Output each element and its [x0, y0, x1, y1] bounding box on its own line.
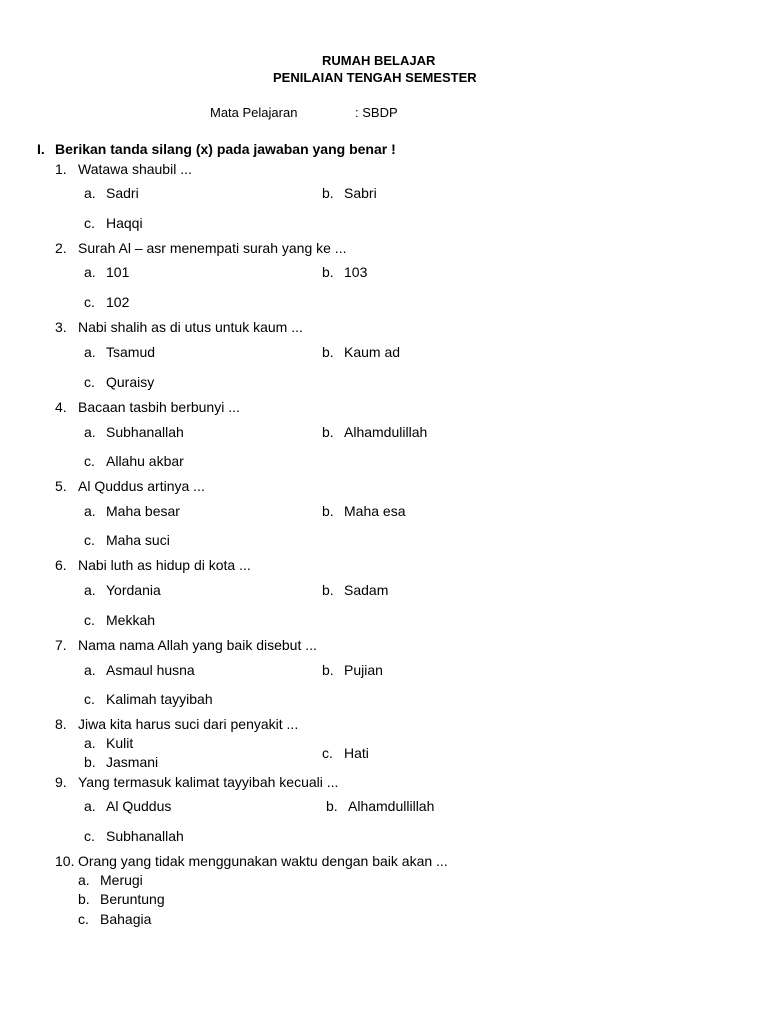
option-letter: a. [84, 264, 96, 280]
section-number: I. [37, 141, 45, 157]
option-letter: b. [322, 344, 334, 360]
question-number: 10. [55, 853, 75, 869]
option-text: Maha esa [344, 503, 406, 519]
option-text: Hati [344, 745, 369, 761]
question-number: 1. [55, 161, 67, 177]
option-text: Sabri [344, 185, 377, 201]
question-number: 5. [55, 478, 67, 494]
option-letter: a. [84, 424, 96, 440]
option-letter: b. [322, 424, 334, 440]
question-text: Nama nama Allah yang baik disebut ... [78, 637, 317, 653]
option-letter: c. [84, 828, 95, 844]
option-text: Sadri [106, 185, 139, 201]
question-number: 3. [55, 319, 67, 335]
document-title: RUMAH BELAJAR [322, 53, 436, 68]
option-letter: b. [322, 264, 334, 280]
option-text: Bahagia [100, 911, 152, 927]
option-letter: a. [78, 872, 90, 888]
question-text: Orang yang tidak menggunakan waktu dengan baik akan ... [78, 853, 448, 869]
option-letter: b. [322, 662, 334, 678]
option-letter: c. [322, 745, 333, 761]
option-text: Al Quddus [106, 798, 172, 814]
question-text: Al Quddus artinya ... [78, 478, 205, 494]
option-letter: a. [84, 735, 96, 751]
document-subtitle: PENILAIAN TENGAH SEMESTER [273, 70, 477, 85]
option-text: Asmaul husna [106, 662, 195, 678]
option-letter: b. [322, 503, 334, 519]
option-text: Subhanallah [106, 424, 184, 440]
subject-label: Mata Pelajaran [210, 105, 298, 120]
question-number: 2. [55, 240, 67, 256]
option-text: Allahu akbar [106, 453, 184, 469]
option-letter: b. [326, 798, 338, 814]
option-text: Yordania [106, 582, 161, 598]
option-text: Quraisy [106, 374, 155, 390]
question-text: Surah Al – asr menempati surah yang ke ... [78, 240, 347, 256]
option-text: Mekkah [106, 612, 156, 628]
question-number: 9. [55, 774, 67, 790]
option-letter: c. [84, 453, 95, 469]
question-text: Watawa shaubil ... [78, 161, 192, 177]
option-text: 102 [106, 294, 130, 310]
option-text: Kaum ad [344, 344, 401, 360]
section-instruction: Berikan tanda silang (x) pada jawaban yang benar ! [55, 141, 396, 157]
option-text: Jasmani [106, 754, 159, 770]
question-text: Bacaan tasbih berbunyi ... [78, 399, 240, 415]
option-letter: c. [84, 532, 95, 548]
option-letter: c. [84, 215, 95, 231]
option-letter: a. [84, 503, 96, 519]
option-text: Pujian [344, 662, 383, 678]
option-letter: c. [78, 911, 89, 927]
option-letter: c. [84, 294, 95, 310]
option-text: Kulit [106, 735, 134, 751]
option-letter: a. [84, 798, 96, 814]
option-text: Merugi [100, 872, 143, 888]
question-text: Nabi shalih as di utus untuk kaum ... [78, 319, 303, 335]
option-letter: a. [84, 344, 96, 360]
option-text: Sadam [344, 582, 389, 598]
option-text: Kalimah tayyibah [106, 691, 213, 707]
option-letter: b. [322, 185, 334, 201]
question-number: 6. [55, 557, 67, 573]
option-text: 103 [344, 264, 368, 280]
question-number: 7. [55, 637, 67, 653]
option-text: Beruntung [100, 891, 165, 907]
option-text: Alhamdulillah [344, 424, 428, 440]
question-text: Nabi luth as hidup di kota ... [78, 557, 251, 573]
option-letter: b. [84, 754, 96, 770]
option-text: Haqqi [106, 215, 143, 231]
option-letter: b. [322, 582, 334, 598]
option-letter: a. [84, 662, 96, 678]
option-text: Subhanallah [106, 828, 184, 844]
option-letter: c. [84, 612, 95, 628]
question-text: Jiwa kita harus suci dari penyakit ... [78, 716, 299, 732]
option-letter: b. [78, 891, 90, 907]
option-letter: c. [84, 691, 95, 707]
option-letter: a. [84, 582, 96, 598]
subject-value: : SBDP [355, 105, 398, 120]
question-text: Yang termasuk kalimat tayyibah kecuali ... [78, 774, 339, 790]
question-number: 4. [55, 399, 67, 415]
option-text: Maha besar [106, 503, 180, 519]
option-text: Maha suci [106, 532, 170, 548]
option-letter: a. [84, 185, 96, 201]
option-text: 101 [106, 264, 130, 280]
option-text: Tsamud [106, 344, 156, 360]
option-letter: c. [84, 374, 95, 390]
question-number: 8. [55, 716, 67, 732]
option-text: Alhamdullillah [348, 798, 435, 814]
